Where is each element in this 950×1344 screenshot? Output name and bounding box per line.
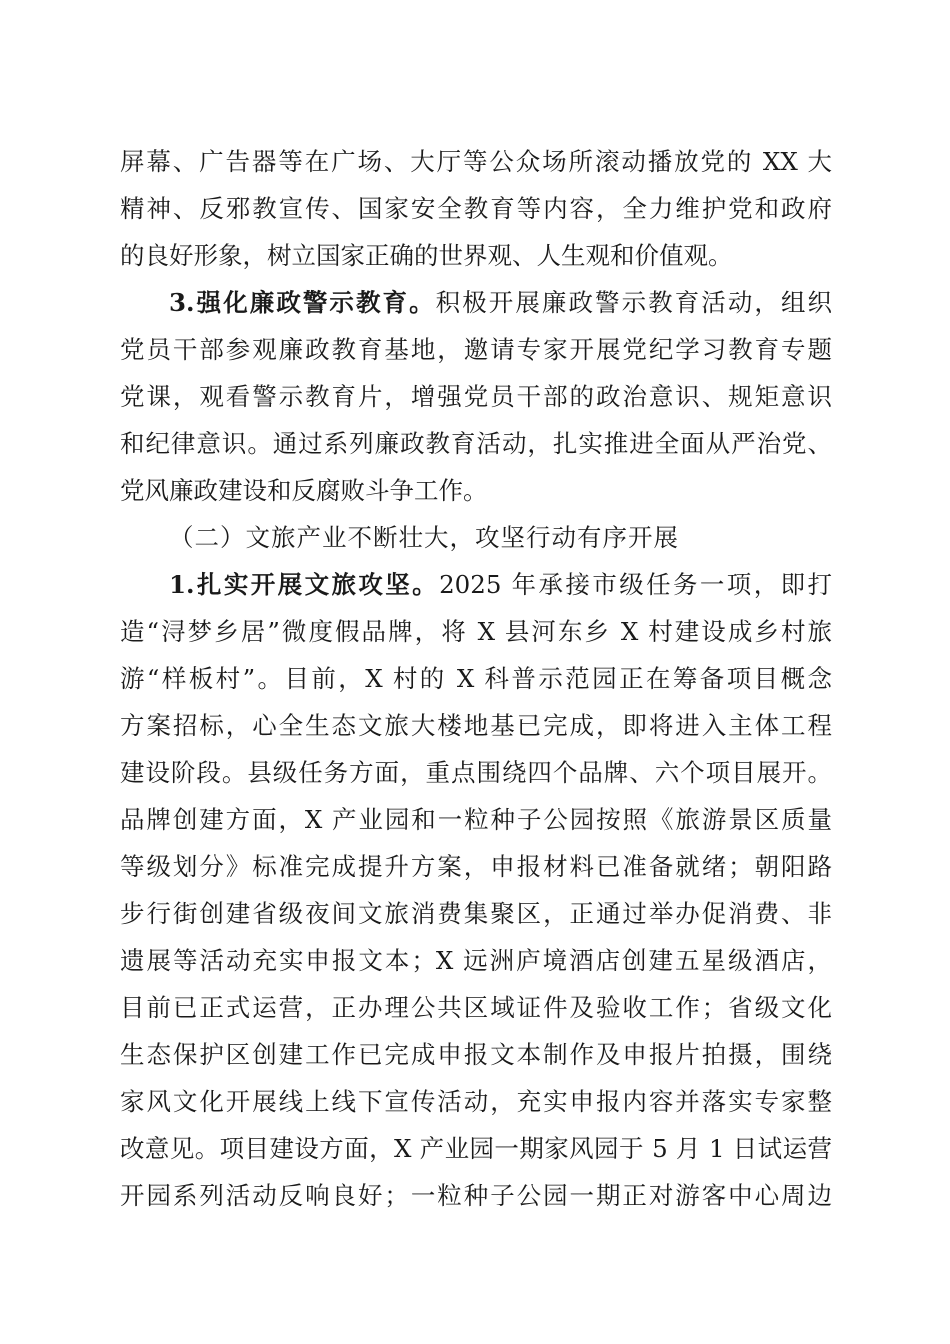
text-line: 生态保护区创建工作已完成申报文本制作及申报片拍摄，围绕 (120, 1040, 832, 1069)
text-line: 游“样板村”。目前，X 村的 X 科普示范园正在筹备项目概念 (120, 664, 832, 693)
text-line: 党员干部参观廉政教育基地，邀请专家开展党纪学习教育专题 (120, 335, 832, 364)
paragraph-title: 3.强化廉政警示教育。 (169, 288, 436, 317)
text-line: 屏幕、广告器等在广场、大厅等公众场所滚动播放党的 XX 大 (120, 147, 832, 176)
text-line: 和纪律意识。通过系列廉政教育活动，扎实推进全面从严治党、 (120, 429, 832, 458)
text-line: 遗展等活动充实申报文本；X 远洲庐境酒店创建五星级酒店， (120, 946, 832, 975)
text-line: 步行街创建省级夜间文旅消费集聚区，正通过举办促消费、非 (120, 899, 832, 928)
text-line: 开园系列活动反响良好；一粒种子公园一期正对游客中心周边 (120, 1181, 832, 1210)
text-run: 2025 年承接市级任务一项，即打 (439, 570, 833, 599)
text-line: 造“浔梦乡居”微度假品牌，将 X 县河东乡 X 村建设成乡村旅 (120, 617, 832, 646)
text-line: 方案招标，心全生态文旅大楼地基已完成，即将进入主体工程 (120, 711, 832, 740)
text-line: 的良好形象，树立国家正确的世界观、人生观和价值观。 (120, 241, 733, 270)
paragraph-title: 1.扎实开展文旅攻坚。 (169, 570, 440, 599)
text-line: 党风廉政建设和反腐败斗争工作。 (120, 476, 488, 505)
text-line: 品牌创建方面，X 产业园和一粒种子公园按照《旅游景区质量 (120, 805, 832, 834)
text-line: 改意见。项目建设方面，X 产业园一期家风园于 5 月 1 日试运营 (120, 1134, 832, 1163)
paragraph-1 (120, 561, 832, 1219)
text-line: 等级划分》标准完成提升方案，申报材料已准备就绪；朝阳路 (120, 852, 832, 881)
text-line: 建设阶段。县级任务方面，重点围绕四个品牌、六个项目展开。 (120, 758, 832, 787)
text-line: 家风文化开展线上线下宣传活动，充实申报内容并落实专家整 (120, 1087, 832, 1116)
paragraph-first-line (120, 279, 832, 326)
text-line: 党课，观看警示教育片，增强党员干部的政治意识、规矩意识 (120, 382, 832, 411)
paragraph-intro (120, 138, 832, 279)
text-line: 目前已正式运营，正办理公共区域证件及验收工作；省级文化 (120, 993, 832, 1022)
text-run: 积极开展廉政警示教育活动，组织 (435, 288, 832, 317)
text-line: 精神、反邪教宣传、国家安全教育等内容，全力维护党和政府 (120, 194, 832, 223)
section-heading: （二）文旅产业不断壮大，攻坚行动有序开展 (169, 523, 679, 552)
document-page (120, 138, 832, 1219)
paragraph-3 (120, 279, 832, 514)
paragraph-first-line (120, 561, 832, 608)
